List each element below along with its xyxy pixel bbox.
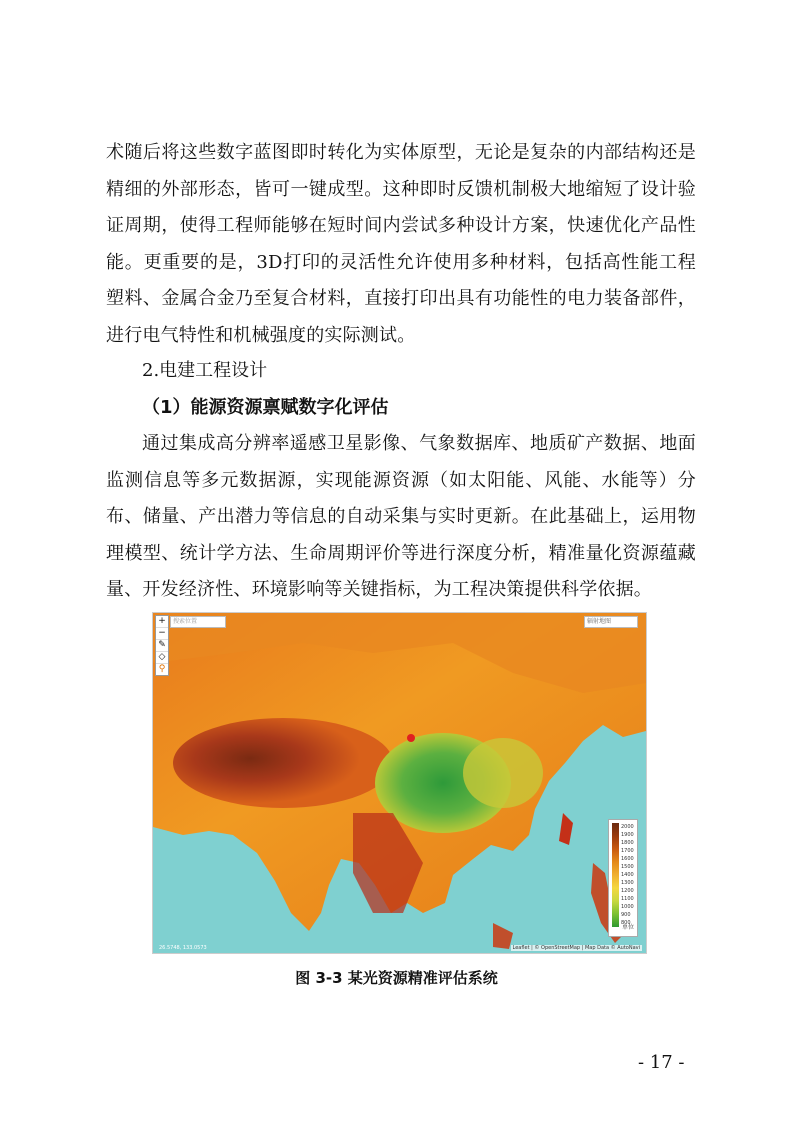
solar-resource-map[interactable]: [152, 612, 647, 954]
locate-icon[interactable]: ⚲: [158, 664, 166, 674]
legend-ticks: [621, 823, 635, 927]
legend-tick: 1100: [621, 896, 634, 902]
subsection-heading: （1）能源资源禀赋数字化评估: [142, 397, 389, 418]
legend-tick: 1200: [621, 888, 634, 894]
legend-tick: 1600: [621, 856, 634, 862]
legend-tick: 900: [621, 912, 631, 918]
cursor-coordinates: 26.5748, 133.0573: [159, 945, 207, 951]
legend-tick: 1000: [621, 904, 634, 910]
legend-tick: 1300: [621, 880, 634, 886]
legend-color-bar: [612, 823, 619, 927]
map-search-input[interactable]: 搜索位置: [170, 616, 226, 628]
legend-tick: 1500: [621, 864, 634, 870]
layer-select[interactable]: 辐射地图: [584, 616, 638, 628]
body-paragraph-1: 术随后将这些数字蓝图即时转化为实体原型，无论是复杂的内部结构还是精细的外部形态，皆可一键成型。这种即时反馈机制极大地缩短了设计验证周期，使得工程师能够在短时间内尝试多种设计方案，快速优化产品性能。更重要的是，3D打印的灵活性允许使用多种材料，包括高性能工程塑料、金属合金乃至复合材料，直接打印出具有功能性的电力装备部件，进行电气特性和机械强度的实际测试。: [106, 142, 696, 346]
zoom-in-button[interactable]: +: [156, 616, 168, 628]
legend-tick: 1400: [621, 872, 634, 878]
figure-caption: 图 3-3 某光资源精准评估系统: [295, 969, 498, 987]
map-legend: [608, 819, 638, 937]
map-attribution[interactable]: Leaflet | © OpenStreetMap | Map Data © AutoNavi: [512, 945, 640, 951]
legend-tick: 2000: [621, 824, 634, 830]
map-canvas[interactable]: [153, 613, 646, 953]
body-paragraph-2: 通过集成高分辨率遥感卫星影像、气象数据库、地质矿产数据、地面监测信息等多元数据源，实现能源资源（如太阳能、风能、水能等）分布、储量、产出潜力等信息的自动采集与实时更新。在此基础上，运用物理模型、统计学方法、生命周期评价等进行深度分析，精准量化资源蕴藏量、开发经济性、环境影响等关键指标，为工程决策提供科学依据。: [106, 433, 696, 601]
zoom-out-button[interactable]: −: [156, 628, 168, 640]
section-heading: 2.电建工程设计: [142, 360, 268, 381]
legend-tick: 800: [621, 920, 631, 926]
legend-tick: 1900: [621, 832, 634, 838]
legend-unit: 单位: [621, 924, 634, 931]
zoom-controls[interactable]: [155, 615, 169, 676]
draw-icon[interactable]: ✎: [156, 640, 168, 652]
legend-tick: 1700: [621, 848, 634, 854]
page-number: - 17 -: [638, 1052, 685, 1073]
shape-icon[interactable]: ◇: [156, 652, 168, 664]
legend-tick: 1800: [621, 840, 634, 846]
